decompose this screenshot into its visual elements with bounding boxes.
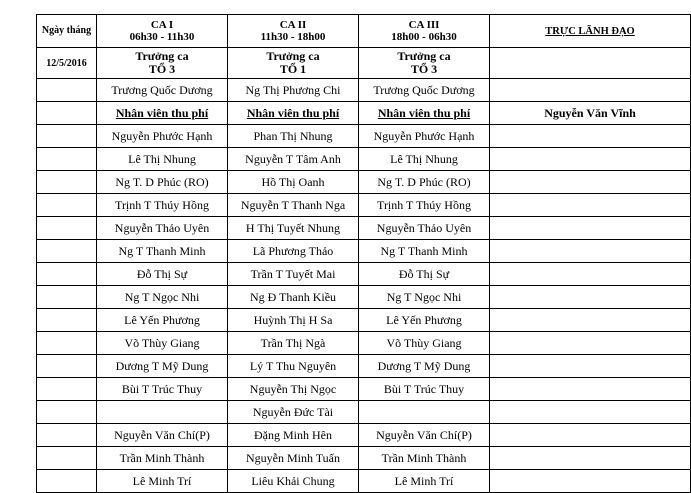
shift-2-lead bbox=[228, 48, 359, 79]
shift-1-staff-name: Lê Minh Trí bbox=[97, 470, 228, 493]
leader-cell-empty bbox=[490, 378, 691, 401]
shift-3-name: CA III bbox=[408, 19, 440, 31]
shift-1-staff-name: Bùi T Trúc Thuy bbox=[97, 378, 228, 401]
lead-person-row bbox=[37, 79, 691, 102]
shift-2-staff-name: Đặng Minh Hên bbox=[228, 424, 359, 447]
empty-date-cell bbox=[37, 125, 97, 148]
shift-3-lead-person: Trương Quốc Dương bbox=[359, 79, 490, 102]
empty-date-cell bbox=[37, 102, 97, 125]
shift-3-staff-name: Ng T. D Phúc (RO) bbox=[359, 171, 490, 194]
shift-3-staff-name: Đỗ Thị Sự bbox=[359, 263, 490, 286]
table-row bbox=[37, 332, 691, 355]
shift-lead-row bbox=[37, 48, 691, 79]
shift-2-name: CA II bbox=[279, 19, 307, 31]
table-row bbox=[37, 194, 691, 217]
leader-duty-header bbox=[490, 15, 691, 48]
shift-3-lead-title: Trưởng ca bbox=[397, 49, 451, 63]
table-row bbox=[37, 447, 691, 470]
empty-date-cell bbox=[37, 263, 97, 286]
shift-2-staff-name: Ng Đ Thanh Kiều bbox=[228, 286, 359, 309]
leader-cell-empty bbox=[490, 148, 691, 171]
table-row bbox=[37, 309, 691, 332]
shift-1-staff-name: Trần Minh Thành bbox=[97, 447, 228, 470]
empty-date-cell bbox=[37, 79, 97, 102]
shift-1-lead bbox=[97, 48, 228, 79]
table-row bbox=[37, 240, 691, 263]
empty-date-cell bbox=[37, 286, 97, 309]
empty-date-cell bbox=[37, 194, 97, 217]
leader-cell-empty bbox=[490, 309, 691, 332]
shift-2-lead-title: Trưởng ca bbox=[266, 49, 320, 63]
shift-3-staff-name: Trịnh T Thúy Hồng bbox=[359, 194, 490, 217]
leader-cell-empty bbox=[490, 332, 691, 355]
leader-cell-empty bbox=[490, 240, 691, 263]
table-row bbox=[37, 401, 691, 424]
staff-header-label: Nhân viên thu phí bbox=[115, 105, 209, 120]
shift-2-staff-name: H Thị Tuyết Nhung bbox=[228, 217, 359, 240]
shift-2-staff-name: Nguyễn T Thanh Nga bbox=[228, 194, 359, 217]
shift-3-staff-name: Võ Thùy Giang bbox=[359, 332, 490, 355]
duty-leader-name: Nguyễn Văn Vĩnh bbox=[490, 102, 691, 125]
empty-date-cell bbox=[37, 148, 97, 171]
shift-1-staff-name: Đỗ Thị Sự bbox=[97, 263, 228, 286]
shift-2-staff-name: Lã Phương Thảo bbox=[228, 240, 359, 263]
empty-date-cell bbox=[37, 355, 97, 378]
table-row bbox=[37, 263, 691, 286]
shift-1-staff-name: Trịnh T Thúy Hồng bbox=[97, 194, 228, 217]
empty-date-cell bbox=[37, 171, 97, 194]
header-row bbox=[37, 15, 691, 48]
empty-date-cell bbox=[37, 240, 97, 263]
empty-date-cell bbox=[37, 332, 97, 355]
shift-3-staff-name: Bùi T Trúc Thuy bbox=[359, 378, 490, 401]
leader-cell-empty bbox=[490, 194, 691, 217]
shift-3-time: 18h00 - 06h30 bbox=[391, 31, 457, 43]
shift-1-time: 06h30 - 11h30 bbox=[129, 31, 195, 43]
shift-2-staff-name: Trần Thị Ngà bbox=[228, 332, 359, 355]
leader-cell-empty bbox=[490, 401, 691, 424]
shift-1-staff-header bbox=[97, 102, 228, 125]
shift-3-staff-name: Ng T Ngọc Nhi bbox=[359, 286, 490, 309]
table-row bbox=[37, 355, 691, 378]
shift-3-staff-name: Ng T Thanh Minh bbox=[359, 240, 490, 263]
shift-2-staff-name: Phan Thị Nhung bbox=[228, 125, 359, 148]
shift-1-staff-name: Lê Yến Phương bbox=[97, 309, 228, 332]
shift-3-staff-name: Nguyễn Văn Chí(P) bbox=[359, 424, 490, 447]
shift-2-staff-name: Nguyễn T Tâm Anh bbox=[228, 148, 359, 171]
leader-cell-empty bbox=[490, 286, 691, 309]
leader-cell-empty bbox=[490, 447, 691, 470]
leader-cell-empty bbox=[490, 217, 691, 240]
shift-1-staff-name: Ng T. D Phúc (RO) bbox=[97, 171, 228, 194]
staff-header-row bbox=[37, 102, 691, 125]
shift-1-staff-name: Ng T Thanh Minh bbox=[97, 240, 228, 263]
leader-cell-empty bbox=[490, 263, 691, 286]
shift-3-staff-name: Nguyễn Phước Hạnh bbox=[359, 125, 490, 148]
shift-3-staff-name: Lê Thị Nhung bbox=[359, 148, 490, 171]
shift-2-time: 11h30 - 18h00 bbox=[260, 31, 326, 43]
empty-date-cell bbox=[37, 378, 97, 401]
shift-1-team: TỔ 3 bbox=[148, 62, 176, 76]
shift-1-staff-name: Nguyễn Phước Hạnh bbox=[97, 125, 228, 148]
table-row bbox=[37, 378, 691, 401]
leader-cell-empty bbox=[490, 424, 691, 447]
leader-duty-title: TRỰC LÃNH ĐẠO bbox=[545, 25, 635, 37]
shift-1-staff-name: Ng T Ngọc Nhi bbox=[97, 286, 228, 309]
leader-cell-empty bbox=[490, 48, 691, 79]
table-row bbox=[37, 125, 691, 148]
shift-2-staff-name: Huỳnh Thị H Sa bbox=[228, 309, 359, 332]
shift-3-header bbox=[359, 15, 490, 48]
leader-cell-empty bbox=[490, 355, 691, 378]
shift-3-staff-name: Lê Minh Trí bbox=[359, 470, 490, 493]
shift-3-staff-name: Lê Yến Phương bbox=[359, 309, 490, 332]
empty-date-cell bbox=[37, 401, 97, 424]
shift-2-header bbox=[228, 15, 359, 48]
staff-header-label: Nhân viên thu phí bbox=[246, 105, 340, 120]
shift-2-staff-name: Lý T Thu Nguyên bbox=[228, 355, 359, 378]
shift-1-staff-name: Nguyễn Văn Chí(P) bbox=[97, 424, 228, 447]
shift-1-staff-name: Võ Thùy Giang bbox=[97, 332, 228, 355]
shift-1-staff-name: Nguyễn Thảo Uyên bbox=[97, 217, 228, 240]
shift-1-staff-name bbox=[97, 401, 228, 424]
shift-1-name: CA I bbox=[150, 19, 174, 31]
shift-2-staff-name: Hồ Thị Oanh bbox=[228, 171, 359, 194]
empty-date-cell bbox=[37, 447, 97, 470]
staff-header-label: Nhân viên thu phí bbox=[377, 105, 471, 120]
duty-schedule-table bbox=[36, 14, 691, 493]
leader-cell-empty bbox=[490, 79, 691, 102]
table-row bbox=[37, 286, 691, 309]
table-row bbox=[37, 424, 691, 447]
shift-2-staff-header bbox=[228, 102, 359, 125]
shift-3-staff-name: Dương T Mỹ Dung bbox=[359, 355, 490, 378]
shift-3-lead bbox=[359, 48, 490, 79]
shift-1-staff-name: Lê Thị Nhung bbox=[97, 148, 228, 171]
table-row bbox=[37, 171, 691, 194]
shift-3-staff-header bbox=[359, 102, 490, 125]
shift-1-header bbox=[97, 15, 228, 48]
leader-cell-empty bbox=[490, 171, 691, 194]
shift-2-lead-person: Ng Thị Phương Chi bbox=[228, 79, 359, 102]
shift-2-staff-name: Nguyễn Đức Tài bbox=[228, 401, 359, 424]
table-row bbox=[37, 217, 691, 240]
shift-3-team: TỔ 3 bbox=[410, 62, 438, 76]
shift-2-staff-name: Liêu Khải Chung bbox=[228, 470, 359, 493]
shift-2-staff-name: Trần T Tuyết Mai bbox=[228, 263, 359, 286]
shift-3-staff-name: Nguyễn Thảo Uyên bbox=[359, 217, 490, 240]
empty-date-cell bbox=[37, 424, 97, 447]
shift-1-staff-name: Dương T Mỹ Dung bbox=[97, 355, 228, 378]
shift-1-lead-title: Trưởng ca bbox=[135, 49, 189, 63]
table-row bbox=[37, 470, 691, 493]
empty-date-cell bbox=[37, 470, 97, 493]
shift-2-staff-name: Nguyễn Thị Ngọc bbox=[228, 378, 359, 401]
shift-2-staff-name: Nguyễn Minh Tuấn bbox=[228, 447, 359, 470]
empty-date-cell bbox=[37, 217, 97, 240]
shift-3-staff-name bbox=[359, 401, 490, 424]
shift-2-team: TỔ 1 bbox=[279, 62, 307, 76]
table-row bbox=[37, 148, 691, 171]
leader-cell-empty bbox=[490, 470, 691, 493]
date-cell: 12/5/2016 bbox=[37, 48, 97, 79]
shift-3-staff-name: Trần Minh Thành bbox=[359, 447, 490, 470]
date-column-header: Ngày tháng bbox=[37, 15, 97, 48]
leader-cell-empty bbox=[490, 125, 691, 148]
empty-date-cell bbox=[37, 309, 97, 332]
shift-1-lead-person: Trương Quốc Dương bbox=[97, 79, 228, 102]
schedule-body bbox=[37, 15, 691, 493]
